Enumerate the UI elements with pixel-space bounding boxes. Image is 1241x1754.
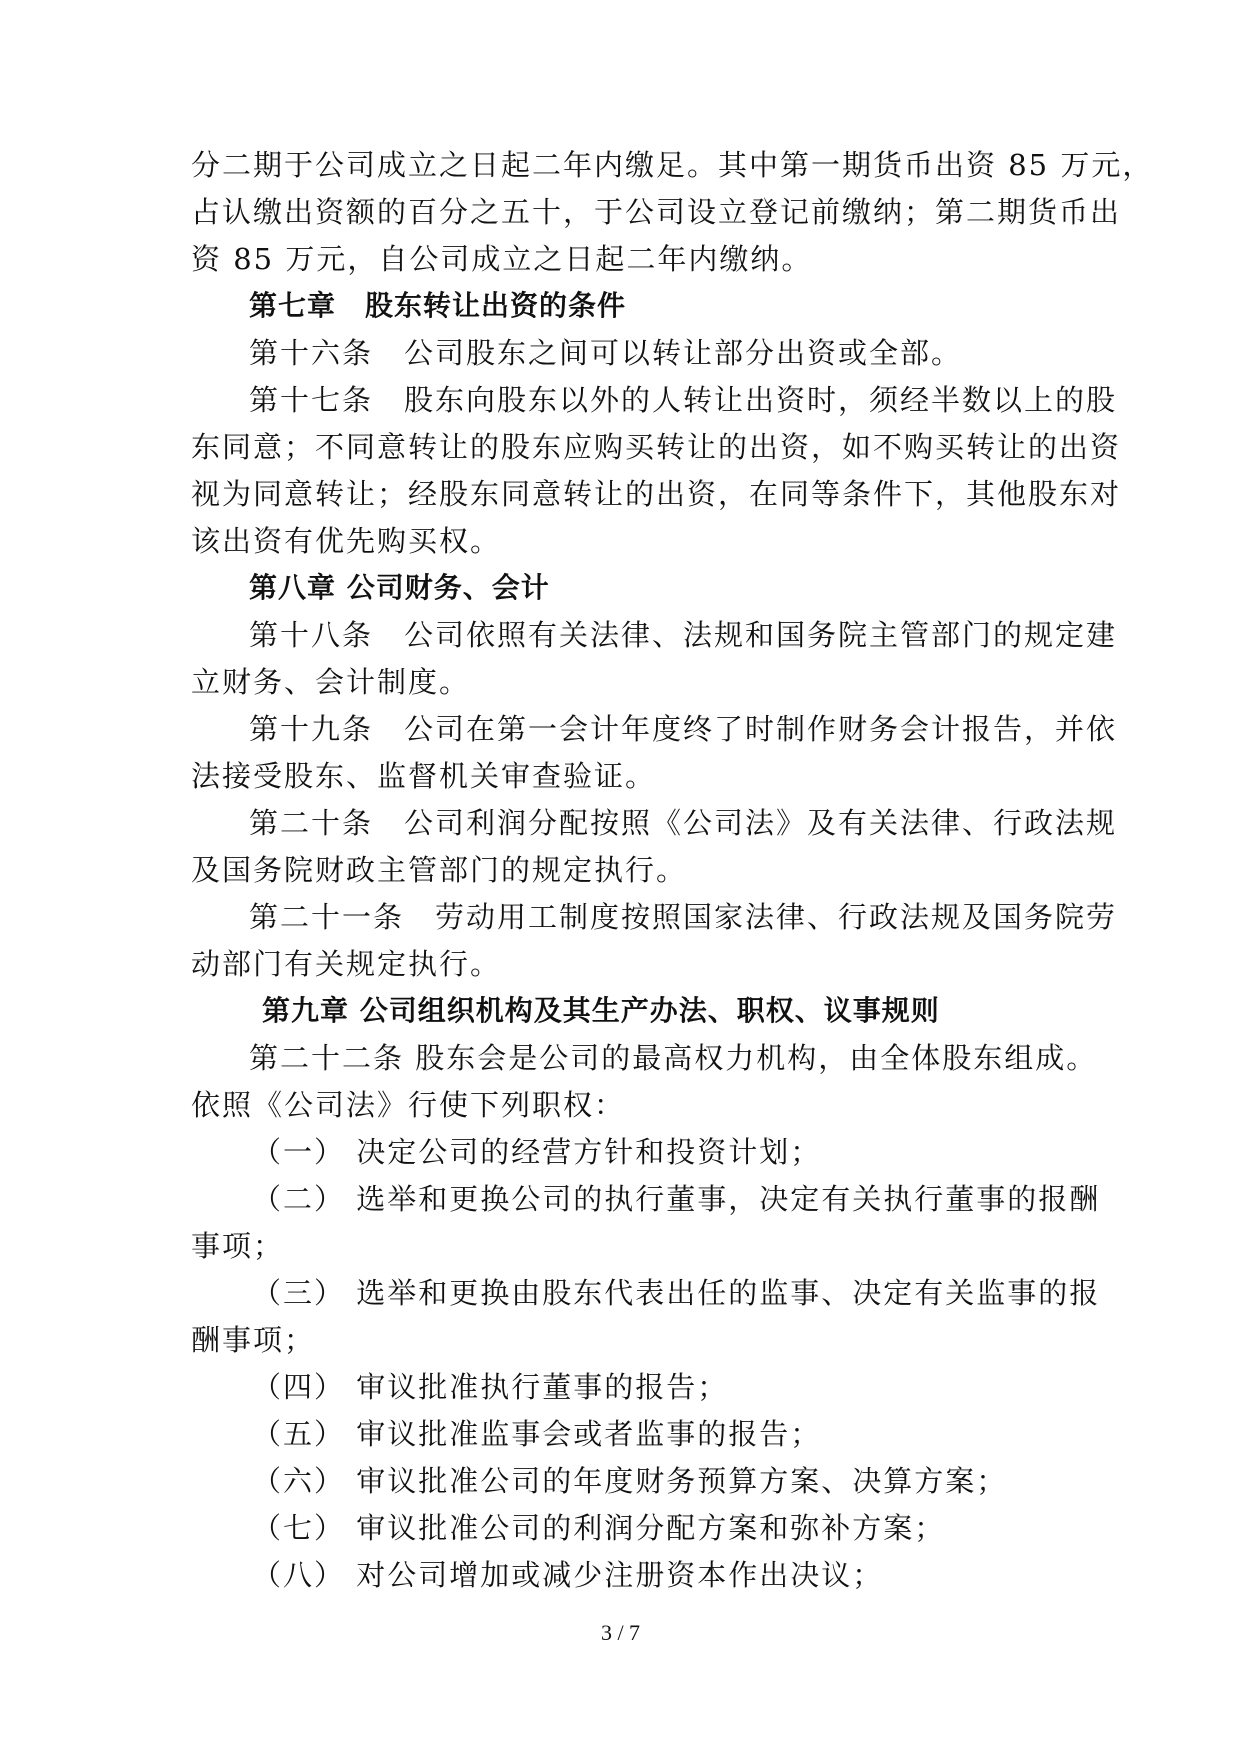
list-item: （五） 审议批准监事会或者监事的报告； — [252, 1417, 822, 1451]
body-line: 该出资有优先购买权。 — [191, 524, 502, 558]
article-line: 第二十一条 劳动用工制度按照国家法律、行政法规及国务院劳 — [249, 900, 1118, 934]
body-line: 事项； — [191, 1229, 285, 1263]
body-line: 分二期于公司成立之日起二年内缴足。其中第一期货币出资 85 万元， — [191, 148, 1154, 182]
body-line: 动部门有关规定执行。 — [191, 947, 502, 981]
list-item: （八） 对公司增加或减少注册资本作出决议； — [252, 1558, 884, 1592]
list-item: （三） 选举和更换由股东代表出任的监事、决定有关监事的报 — [252, 1276, 1101, 1310]
page-number: 3 / 7 — [600, 1620, 641, 1645]
article-line: 第二十条 公司利润分配按照《公司法》及有关法律、行政法规 — [249, 806, 1118, 840]
body-line: 视为同意转让；经股东同意转让的出资，在同等条件下，其他股东对 — [191, 477, 1122, 511]
list-item: （四） 审议批准执行董事的报告； — [252, 1370, 729, 1404]
chapter-heading: 第八章 公司财务、会计 — [249, 571, 550, 604]
body-line: 依照《公司法》行使下列职权： — [191, 1088, 626, 1122]
list-item: （二） 选举和更换公司的执行董事，决定有关执行董事的报酬 — [252, 1182, 1101, 1216]
list-item: （七） 审议批准公司的利润分配方案和弥补方案； — [252, 1511, 946, 1545]
body-line: 及国务院财政主管部门的规定执行。 — [191, 853, 688, 887]
article-line: 第二十二条 股东会是公司的最高权力机构，由全体股东组成。 — [249, 1041, 1098, 1075]
article-line: 第十九条 公司在第一会计年度终了时制作财务会计报告，并依 — [249, 712, 1118, 746]
list-item: （一） 决定公司的经营方针和投资计划； — [252, 1135, 822, 1169]
article-line: 第十六条 公司股东之间可以转让部分出资或全部。 — [249, 336, 963, 370]
body-line: 东同意；不同意转让的股东应购买转让的出资，如不购买转让的出资 — [191, 430, 1122, 464]
body-line: 资 85 万元，自公司成立之日起二年内缴纳。 — [191, 242, 813, 276]
article-line: 第十八条 公司依照有关法律、法规和国务院主管部门的规定建 — [249, 618, 1118, 652]
chapter-heading: 第九章 公司组织机构及其生产办法、职权、议事规则 — [262, 994, 940, 1027]
body-line: 酬事项； — [191, 1323, 316, 1357]
article-line: 第十七条 股东向股东以外的人转让出资时，须经半数以上的股 — [249, 383, 1118, 417]
body-line: 占认缴出资额的百分之五十，于公司设立登记前缴纳；第二期货币出 — [191, 195, 1122, 229]
chapter-heading: 第七章 股东转让出资的条件 — [249, 289, 627, 322]
body-line: 立财务、会计制度。 — [191, 665, 471, 699]
list-item: （六） 审议批准公司的年度财务预算方案、决算方案； — [252, 1464, 1008, 1498]
body-line: 法接受股东、监督机关审查验证。 — [191, 759, 657, 793]
